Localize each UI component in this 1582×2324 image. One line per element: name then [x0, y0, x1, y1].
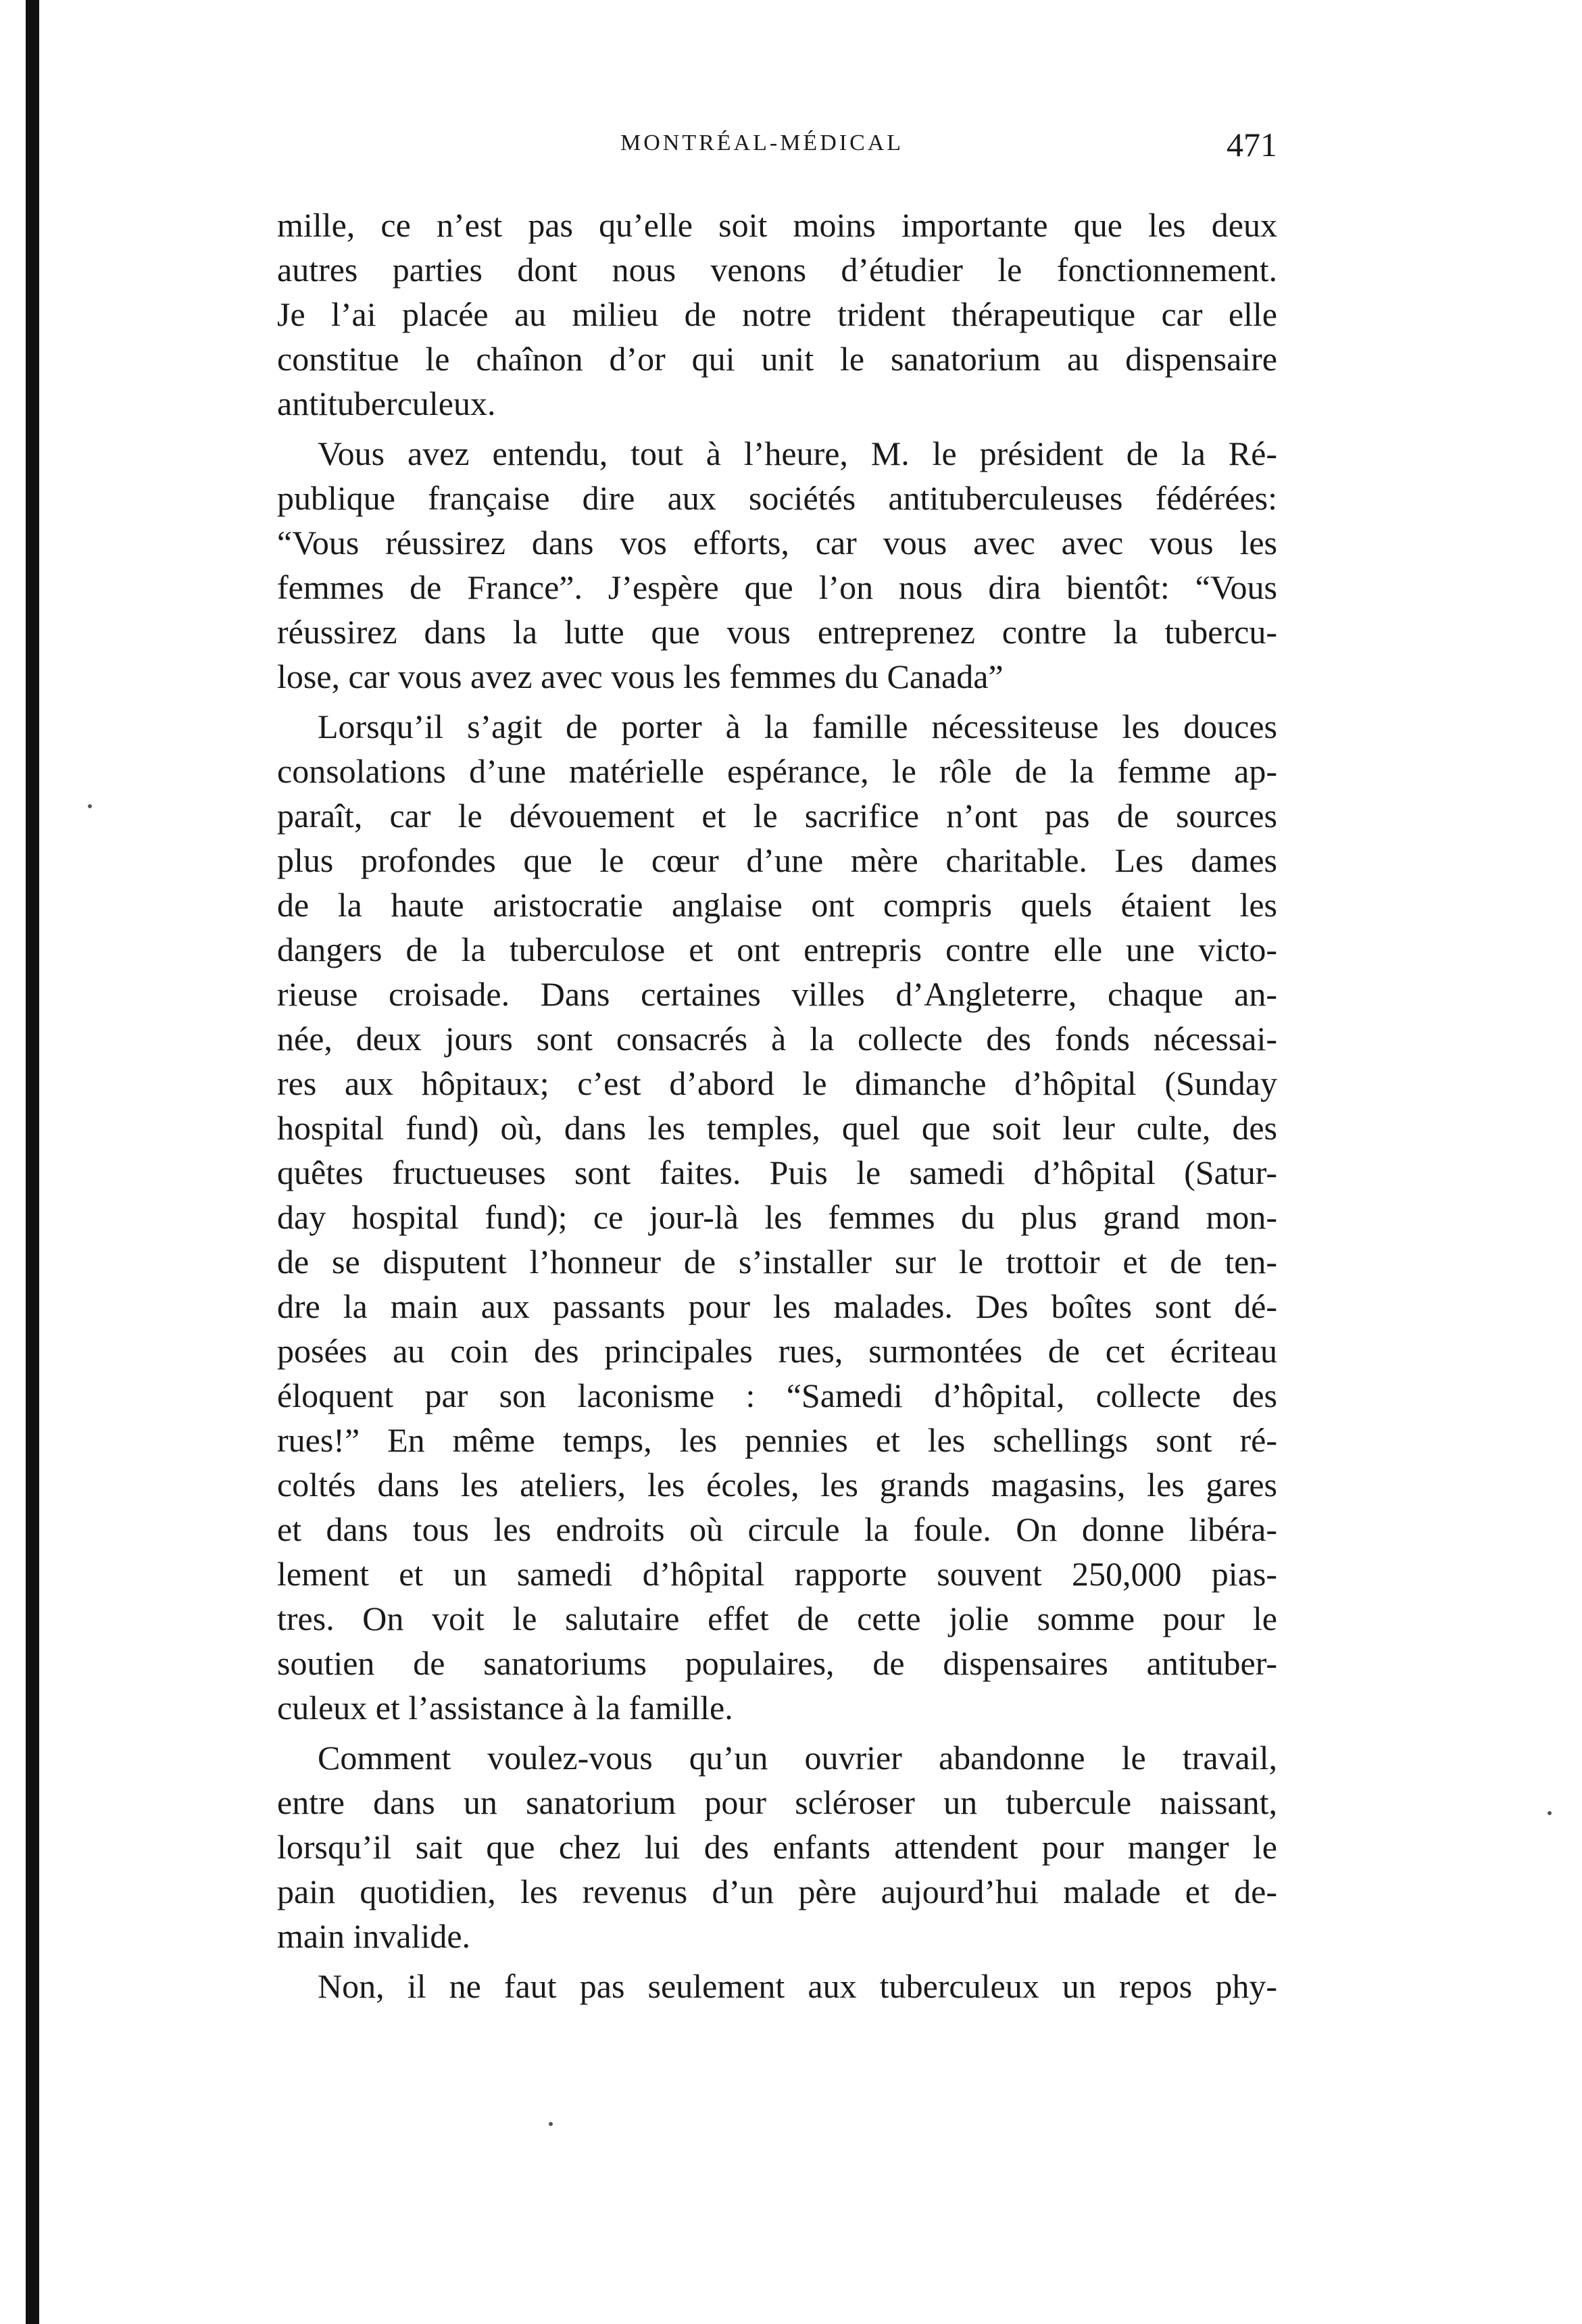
text-line: éloquent par son laconisme : “Samedi d’hôpital, collecte des — [277, 1377, 1277, 1414]
text-line: res aux hôpitaux; c’est d’abord le dimanche d’hôpital (Sunday — [277, 1064, 1277, 1102]
text-line: Lorsqu’il s’agit de porter à la famille nécessiteuse les douces — [318, 708, 1277, 745]
scan-speck — [549, 2122, 553, 2126]
text-line: tres. On voit le salutaire effet de cette jolie somme pour le — [277, 1600, 1277, 1637]
text-line: coltés dans les ateliers, les écoles, les grands magasins, les gares — [277, 1466, 1277, 1504]
text-line: née, deux jours sont consacrés à la collecte des fonds nécessai- — [277, 1020, 1277, 1058]
running-head — [277, 125, 1277, 172]
text-line: mille, ce n’est pas qu’elle soit moins importante que les deux — [277, 206, 1277, 244]
text-line: antituberculeux. — [277, 385, 496, 422]
text-line: Non, il ne faut pas seulement aux tuberculeux un repos phy- — [318, 1967, 1277, 2005]
text-line: day hospital fund); ce jour-là les femmes du plus grand mon- — [277, 1198, 1277, 1236]
text-line: lorsqu’il sait que chez lui des enfants attendent pour manger le — [277, 1828, 1277, 1866]
text-line: consolations d’une matérielle espérance, le rôle de la femme ap- — [277, 752, 1277, 790]
text-line: paraît, car le dévouement et le sacrifice n’ont pas de sources — [277, 797, 1277, 835]
paragraph — [277, 431, 1277, 699]
journal-title: MONTRÉAL-MÉDICAL — [620, 130, 904, 155]
text-line: Je l’ai placée au milieu de notre trident thérapeutique car elle — [277, 295, 1277, 333]
text-line: de la haute aristocratie anglaise ont compris quels étaient les — [277, 886, 1277, 924]
text-line: soutien de sanatoriums populaires, de dispensaires antituber- — [277, 1644, 1277, 1682]
paragraph — [277, 704, 1277, 1730]
text-line: autres parties dont nous venons d’étudier le fonctionnement. — [277, 251, 1277, 289]
paragraph — [277, 1735, 1277, 1958]
scan-speck — [88, 804, 92, 808]
text-line: pain quotidien, les revenus d’un père aujourd’hui malade et de- — [277, 1873, 1277, 1910]
text-line: hospital fund) où, dans les temples, quel que soit leur culte, des — [277, 1109, 1277, 1147]
text-line: lement et un samedi d’hôpital rapporte souvent 250,000 pias- — [277, 1555, 1277, 1593]
text-line: réussirez dans la lutte que vous entreprenez contre la tubercu- — [277, 613, 1277, 651]
text-line: main invalide. — [277, 1917, 471, 1955]
text-line: culeux et l’assistance à la famille. — [277, 1689, 733, 1727]
paragraph — [277, 203, 1277, 426]
text-line: rues!” En même temps, les pennies et les schellings sont ré- — [277, 1421, 1277, 1459]
text-line: Comment voulez-vous qu’un ouvrier abandonne le travail, — [318, 1739, 1277, 1777]
paragraph — [277, 1964, 1277, 2008]
text-line: rieuse croisade. Dans certaines villes d’Angleterre, chaque an- — [277, 975, 1277, 1013]
text-line: publique française dire aux sociétés antituberculeuses fédérées: — [277, 479, 1277, 517]
page-body — [277, 203, 1277, 2014]
text-line: constitue le chaînon d’or qui unit le sanatorium au dispensaire — [277, 340, 1277, 378]
text-line: dre la main aux passants pour les malades. Des boîtes sont dé- — [277, 1287, 1277, 1325]
scan-speck — [1548, 1811, 1552, 1815]
text-line: femmes de France”. J’espère que l’on nous dira bientôt: “Vous — [277, 568, 1277, 606]
text-line: quêtes fructueuses sont faites. Puis le samedi d’hôpital (Satur- — [277, 1154, 1277, 1191]
text-line: entre dans un sanatorium pour scléroser un tubercule naissant, — [277, 1783, 1277, 1821]
page-number: 471 — [1227, 126, 1277, 164]
text-line: et dans tous les endroits où circule la foule. On donne libéra- — [277, 1510, 1277, 1548]
text-line: de se disputent l’honneur de s’installer sur le trottoir et de ten- — [277, 1243, 1277, 1281]
text-line: “Vous réussirez dans vos efforts, car vous avec avec vous les — [277, 524, 1277, 562]
binding-edge — [26, 0, 39, 2324]
text-line: dangers de la tuberculose et ont entrepris contre elle une victo- — [277, 931, 1277, 968]
text-line: posées au coin des principales rues, surmontées de cet écriteau — [277, 1332, 1277, 1370]
text-line: lose, car vous avez avec vous les femmes du Canada” — [277, 658, 1004, 695]
text-line: plus profondes que le cœur d’une mère charitable. Les dames — [277, 841, 1277, 879]
text-line: Vous avez entendu, tout à l’heure, M. le président de la Ré- — [318, 435, 1277, 472]
